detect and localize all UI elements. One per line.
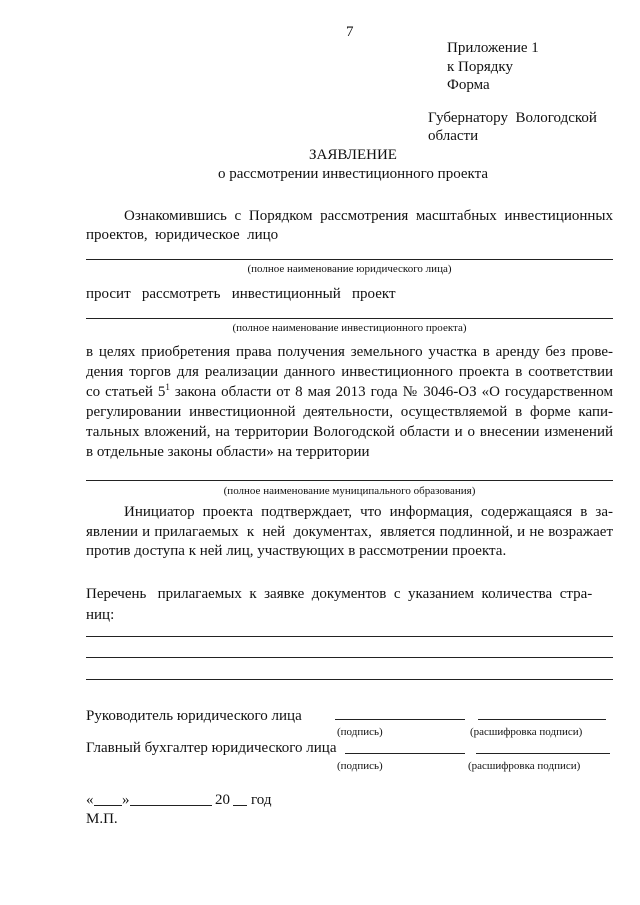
purpose-line-3-part-a: со статьей 5: [86, 384, 166, 400]
date-close-quote: »: [122, 792, 130, 808]
date-day-line[interactable]: [94, 805, 122, 806]
confirm-line-1: Инициатор проекта подтверждает, что информация, содержащаяся в за-: [124, 504, 613, 520]
head-caption-decoding: (расшифровка подписи): [470, 726, 583, 738]
document-subtitle: о рассмотрении инвестиционного проекта: [217, 166, 489, 182]
head-decoding-line[interactable]: [478, 719, 606, 720]
addressee-line-1: Губернатору Вологодской: [428, 110, 597, 126]
document-title: ЗАЯВЛЕНИЕ: [309, 147, 397, 163]
appendix-line-2: к Порядку: [447, 59, 513, 75]
article-superscript: 1: [165, 382, 170, 392]
page-number: 7: [346, 24, 354, 40]
confirm-line-2: явлении и прилагаемых к ней документах, является подлинной, и не возражает: [86, 524, 613, 540]
documents-list-blank-1[interactable]: [86, 636, 613, 637]
head-caption-signature: (подпись): [337, 726, 383, 738]
purpose-line-1: в целях приобретения права получения земельного участка в аренду без прове-: [86, 344, 613, 360]
purpose-line-3: [86, 382, 613, 402]
accountant-caption-signature: (подпись): [337, 760, 383, 772]
date-year-prefix: 20: [215, 792, 230, 808]
appendix-line-3: Форма: [447, 77, 490, 93]
date-month-line[interactable]: [130, 805, 212, 806]
addressee-line-2: области: [428, 128, 479, 144]
head-signature-line[interactable]: [335, 719, 465, 720]
documents-list-blank-3[interactable]: [86, 679, 613, 680]
legal-entity-name-line[interactable]: [86, 259, 613, 260]
purpose-line-5: тальных вложений, на территории Вологодской области и о внесении изменений: [86, 424, 613, 440]
intro-line-2: проектов, юридическое лицо: [86, 227, 279, 243]
stamp-label: М.П.: [86, 811, 118, 827]
request-line: просит рассмотреть инвестиционный проект: [86, 286, 396, 302]
documents-list-line-2: ниц:: [86, 607, 115, 623]
documents-list-line-1: Перечень прилагаемых к заявке документов с указанием количества стра-: [86, 586, 593, 602]
caption-legal-entity: (полное наименование юридического лица): [247, 263, 452, 275]
date-year-suffix: год: [251, 792, 272, 808]
head-label: Руководитель юридического лица: [86, 708, 302, 724]
date-year-line[interactable]: [233, 805, 247, 806]
appendix-line-1: Приложение 1: [447, 40, 539, 56]
accountant-decoding-line[interactable]: [476, 753, 610, 754]
purpose-line-3-part-b: закона области от 8 мая 2013 года № 3046-ОЗ «О государственном: [169, 384, 613, 400]
caption-municipality: (полное наименование муниципального образования): [223, 485, 476, 497]
purpose-line-6: в отдельные законы области» на территории: [86, 444, 370, 460]
municipality-name-line[interactable]: [86, 480, 613, 481]
confirm-line-3: против доступа к ней лиц, участвующих в рассмотрении проекта.: [86, 543, 507, 559]
purpose-line-4: регулировании инвестиционной деятельности, осуществляемой в форме капи-: [86, 404, 613, 420]
purpose-line-2: дения торгов для реализации данного инвестиционного проекта в соответствии: [86, 364, 613, 380]
accountant-signature-line[interactable]: [345, 753, 465, 754]
date-open-quote: «: [86, 792, 94, 808]
accountant-label: Главный бухгалтер юридического лица: [86, 740, 337, 756]
caption-project: (полное наименование инвестиционного проекта): [232, 322, 467, 334]
documents-list-blank-2[interactable]: [86, 657, 613, 658]
intro-line-1: Ознакомившись с Порядком рассмотрения масштабных инвестиционных: [124, 208, 613, 224]
accountant-caption-decoding: (расшифровка подписи): [468, 760, 581, 772]
project-name-line[interactable]: [86, 318, 613, 319]
